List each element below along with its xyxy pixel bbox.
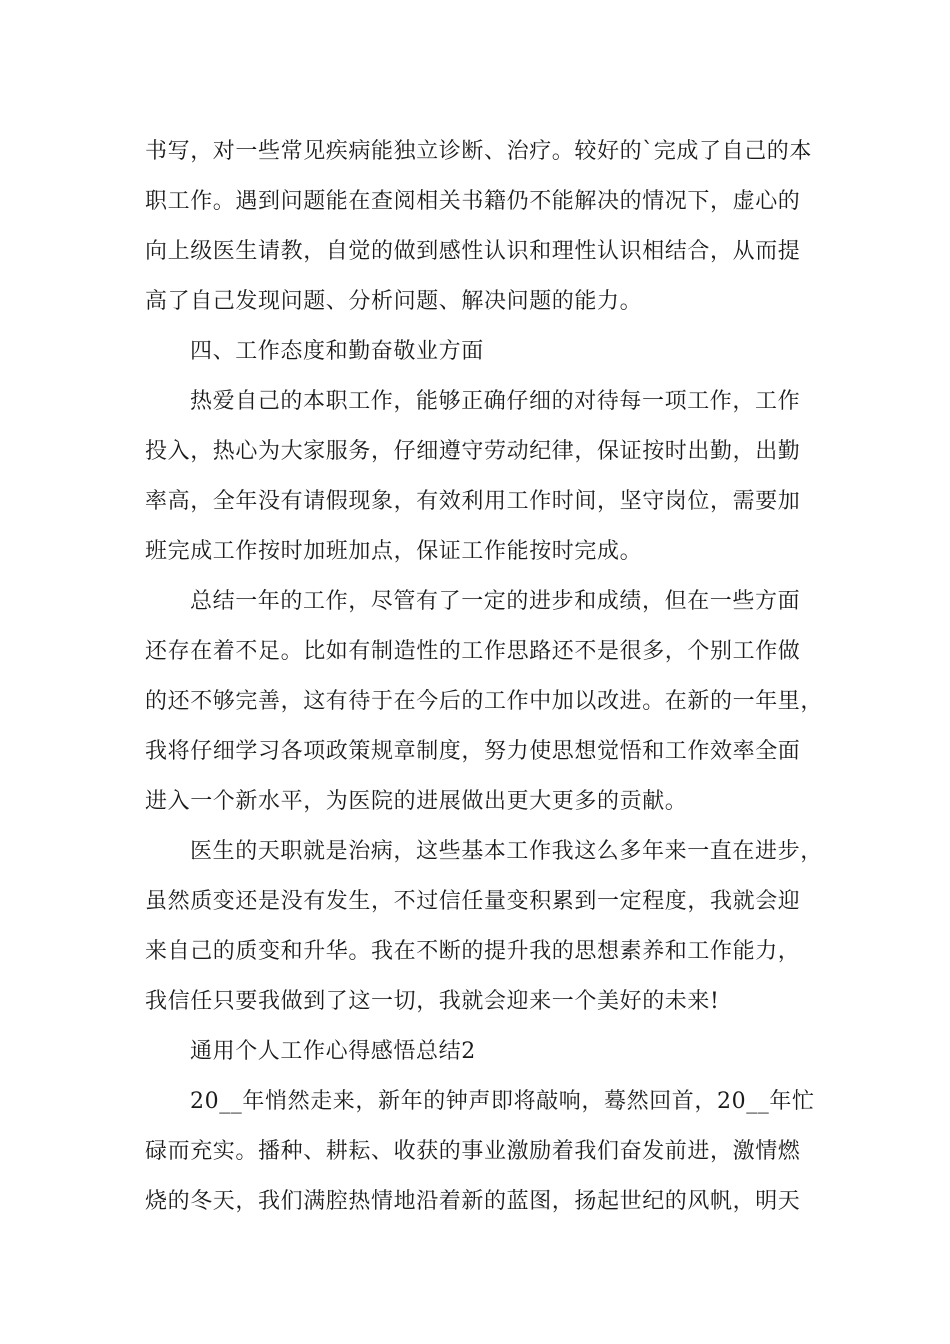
- section-title: 通用个人工作心得感悟总结2: [190, 1039, 476, 1064]
- text-line: 高了自己发现问题、分析问题、解决问题的能力。: [145, 289, 643, 314]
- text-line: 20__年悄然走来，新年的钟声即将敲响，蓦然回首，20__年忙: [190, 1089, 815, 1114]
- text-line: 烧的冬天，我们满腔热情地沿着新的蓝图，扬起世纪的风帆，明天: [145, 1189, 801, 1214]
- text-line: 热爱自己的本职工作，能够正确仔细的对待每一项工作，工作: [190, 389, 801, 414]
- section-heading: 四、工作态度和勤奋敬业方面: [190, 339, 484, 364]
- text-line: 的还不够完善，这有待于在今后的工作中加以改进。在新的一年里，: [145, 689, 824, 714]
- text-line: 医生的天职就是治病，这些基本工作我这么多年来一直在进步，: [190, 839, 823, 864]
- text-line: 书写，对一些常见疾病能独立诊断、治疗。较好的`完成了自己的本: [145, 139, 813, 164]
- text-line: 进入一个新水平，为医院的进展做出更大更多的贡献。: [145, 789, 688, 814]
- text-line: 班完成工作按时加班加点，保证工作能按时完成。: [145, 539, 643, 564]
- text-line: 向上级医生请教，自觉的做到感性认识和理性认识相结合，从而提: [145, 239, 801, 264]
- text-line: 虽然质变还是没有发生，不过信任量变积累到一定程度，我就会迎: [145, 889, 801, 914]
- text-line: 我信任只要我做到了这一切，我就会迎来一个美好的未来!: [145, 989, 720, 1014]
- text-line: 率高，全年没有请假现象，有效利用工作时间，坚守岗位，需要加: [145, 489, 801, 514]
- text-line: 总结一年的工作，尽管有了一定的进步和成绩，但在一些方面: [190, 589, 801, 614]
- text-line: 碌而充实。播种、耕耘、收获的事业激励着我们奋发前进，激情燃: [145, 1139, 801, 1164]
- text-line: 投入，热心为大家服务，仔细遵守劳动纪律，保证按时出勤，出勤: [145, 439, 801, 464]
- text-line: 职工作。遇到问题能在查阅相关书籍仍不能解决的情况下，虚心的: [145, 189, 801, 214]
- text-line: 我将仔细学习各项政策规章制度，努力使思想觉悟和工作效率全面: [145, 739, 801, 764]
- text-line: 还存在着不足。比如有制造性的工作思路还不是很多，个别工作做: [145, 639, 801, 664]
- text-line: 来自己的质变和升华。我在不断的提升我的思想素养和工作能力，: [145, 939, 801, 964]
